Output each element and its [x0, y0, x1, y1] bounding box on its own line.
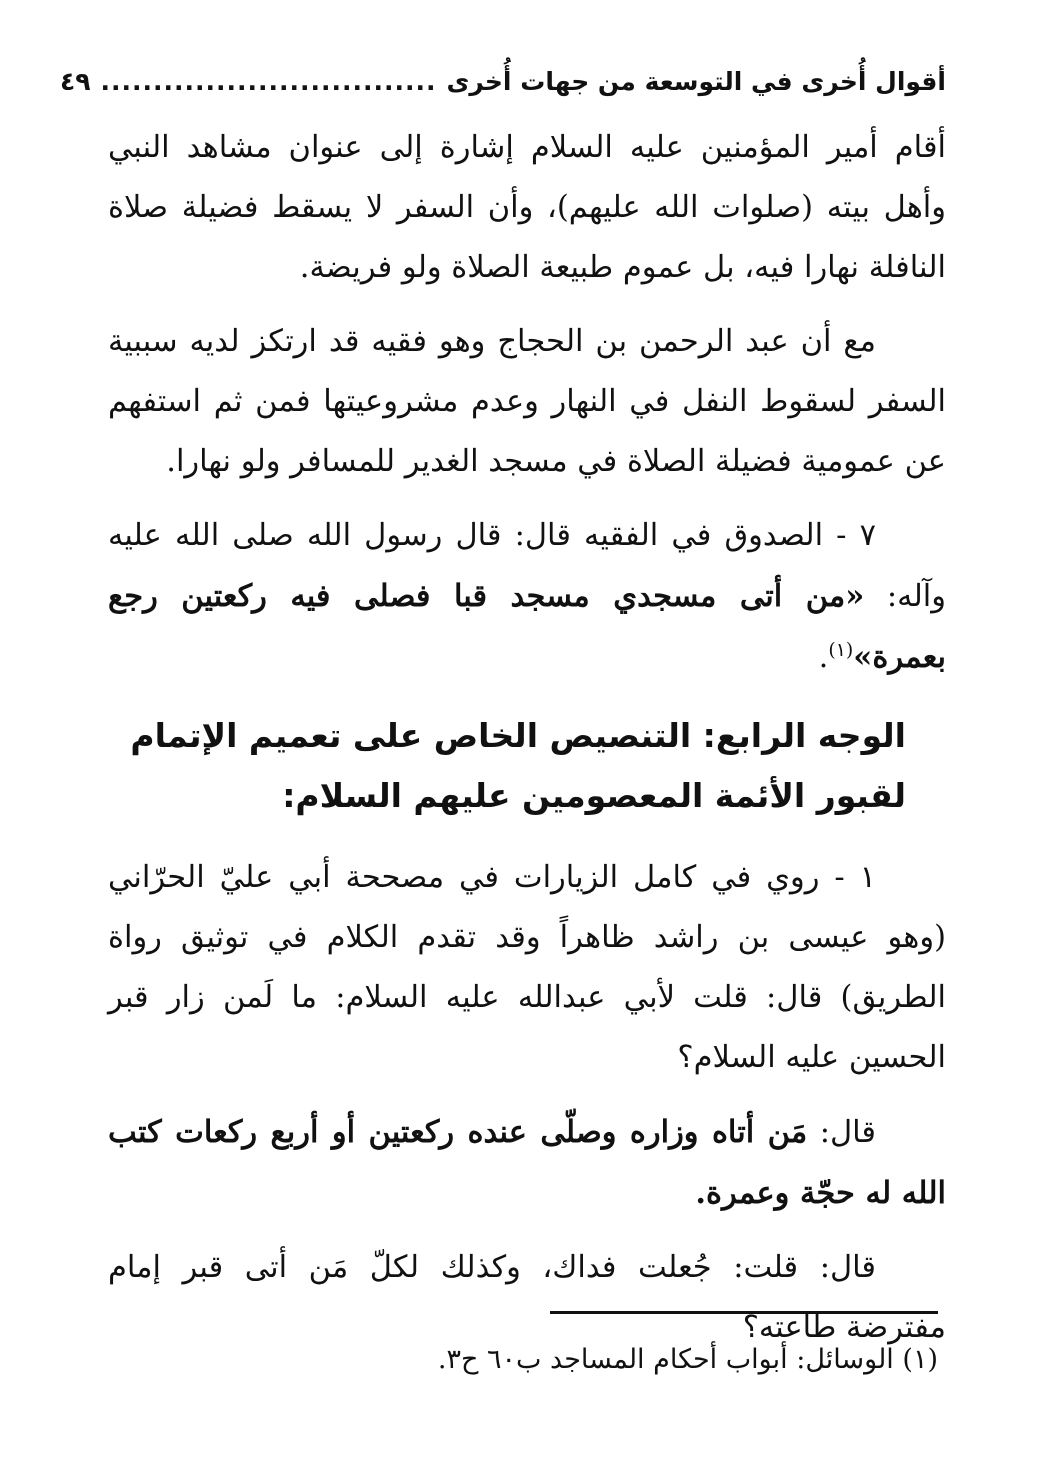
footnote: (١) الوسائل: أبواب أحكام المساجد ب٦٠ ح٣. — [437, 1344, 938, 1375]
paragraph-5-lead: قال: — [807, 1115, 877, 1150]
hadith-quote: «من أتى مسجدي مسجد قبا فصلى فيه ركعتين رجع بعمرة» — [108, 578, 946, 675]
header-title: أقوال أُخرى في التوسعة من جهات أُخرى — [446, 66, 946, 96]
paragraph-3-end: . — [818, 640, 829, 675]
paragraph-5 — [108, 1102, 946, 1224]
section-heading-line-2: لقبور الأئمة المعصومين عليهم السلام: — [282, 776, 906, 815]
paragraph-6: قال: قلت: جُعلت فداك، وكذلك لكلّ مَن أتى قبر إمام مفترضة طاعته؟ — [108, 1250, 946, 1345]
footnote-reference: (١) — [828, 638, 854, 661]
paragraph-5-answer: مَن أتاه وزاره وصلّى عنده ركعتين أو أربع ركعات كتب الله له حجّة وعمرة. — [108, 1114, 946, 1211]
section-heading — [108, 706, 906, 826]
paragraph-3-lead: ٧ - الصدوق في الفقيه قال: قال رسول الله صلى الله عليه وآله: — [108, 518, 946, 614]
main-text — [108, 118, 946, 1372]
running-header — [60, 56, 946, 106]
page-number: ٤٩ — [60, 66, 91, 96]
header-leader-dots: ................................ — [100, 66, 437, 96]
section-heading-line-1: الوجه الرابع: التنصيص الخاص على تعميم الإتمام — [130, 716, 906, 755]
paragraph-2: مع أن عبد الرحمن بن الحجاج وهو فقيه قد ارتكز لديه سببية السفر لسقوط النفل في النهار وعدم مشروعيتها فمن ثم استفهم عن عمومية فضيلة الصلاة في مسجد الغدير للمسافر ولو نهارا. — [108, 324, 946, 479]
paragraph-4: ١ - روي في كامل الزيارات في مصححة أبي عليّ الحرّاني (وهو عيسى بن راشد ظاهراً وقد تقدم الكلام في توثيق رواة الطريق) قال: قلت لأبي عبدالله عليه السلام: ما لَمن زار قبر الحسين عليه السلام؟ — [108, 860, 946, 1075]
paragraph-3 — [108, 506, 946, 688]
footnote-separator — [550, 1311, 938, 1314]
paragraph-1: أقام أمير المؤمنين عليه السلام إشارة إلى عنوان مشاهد النبي وأهل بيته (صلوات الله عليهم)، وأن السفر لا يسقط فضيلة صلاة النافلة نهارا فيه، بل عموم طبيعة الصلاة ولو فريضة. — [108, 130, 946, 285]
